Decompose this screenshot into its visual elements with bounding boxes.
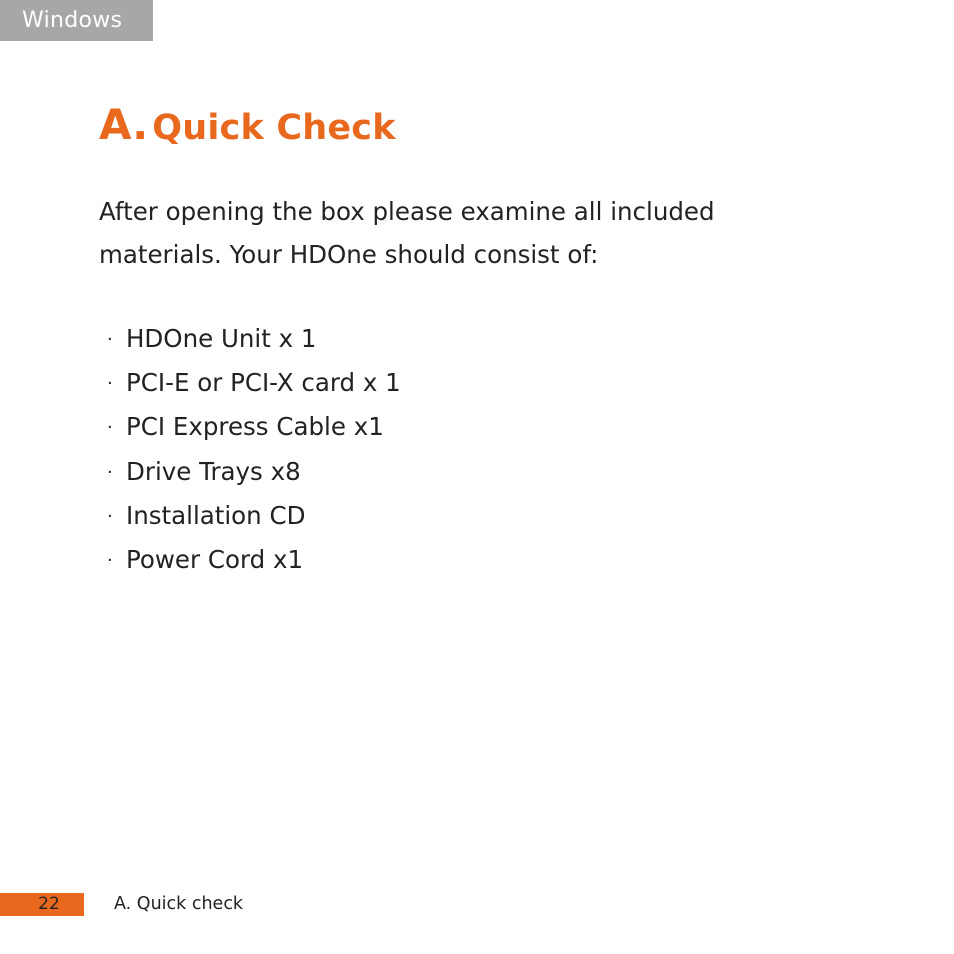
contents-list	[107, 317, 401, 582]
bullet-icon: ·	[107, 329, 113, 350]
intro-line-2: materials. Your HDOne should consist of:	[99, 240, 599, 269]
section-tab: Windows	[0, 0, 153, 41]
bullet-icon: ·	[107, 373, 113, 395]
list-item-text: PCI-E or PCI-X card x 1	[126, 368, 401, 398]
heading-section-letter: A.	[99, 100, 149, 149]
list-item-text: HDOne Unit x 1	[126, 324, 317, 353]
list-item	[107, 450, 401, 494]
page-title: Quick Check	[152, 108, 396, 148]
bullet-icon: ·	[107, 550, 113, 572]
bullet-icon: ·	[107, 417, 113, 439]
footer-section-label: A. Quick check	[114, 894, 244, 914]
list-item-text: Drive Trays x8	[126, 456, 301, 486]
list-item-text: Power Cord x1	[126, 545, 304, 575]
list-item	[107, 361, 401, 405]
list-item	[107, 317, 401, 361]
list-item-text: PCI Express Cable x1	[126, 412, 384, 442]
intro-line-1: After opening the box please examine all included	[99, 197, 715, 226]
list-item	[107, 405, 401, 449]
intro-paragraph	[99, 190, 819, 276]
page-number: 22	[0, 893, 84, 916]
bullet-icon: ·	[107, 505, 113, 527]
bullet-icon: ·	[107, 461, 113, 483]
list-item	[107, 494, 401, 538]
list-item-text: Installation CD	[126, 500, 306, 530]
list-item	[107, 538, 401, 582]
page-heading	[99, 100, 396, 150]
